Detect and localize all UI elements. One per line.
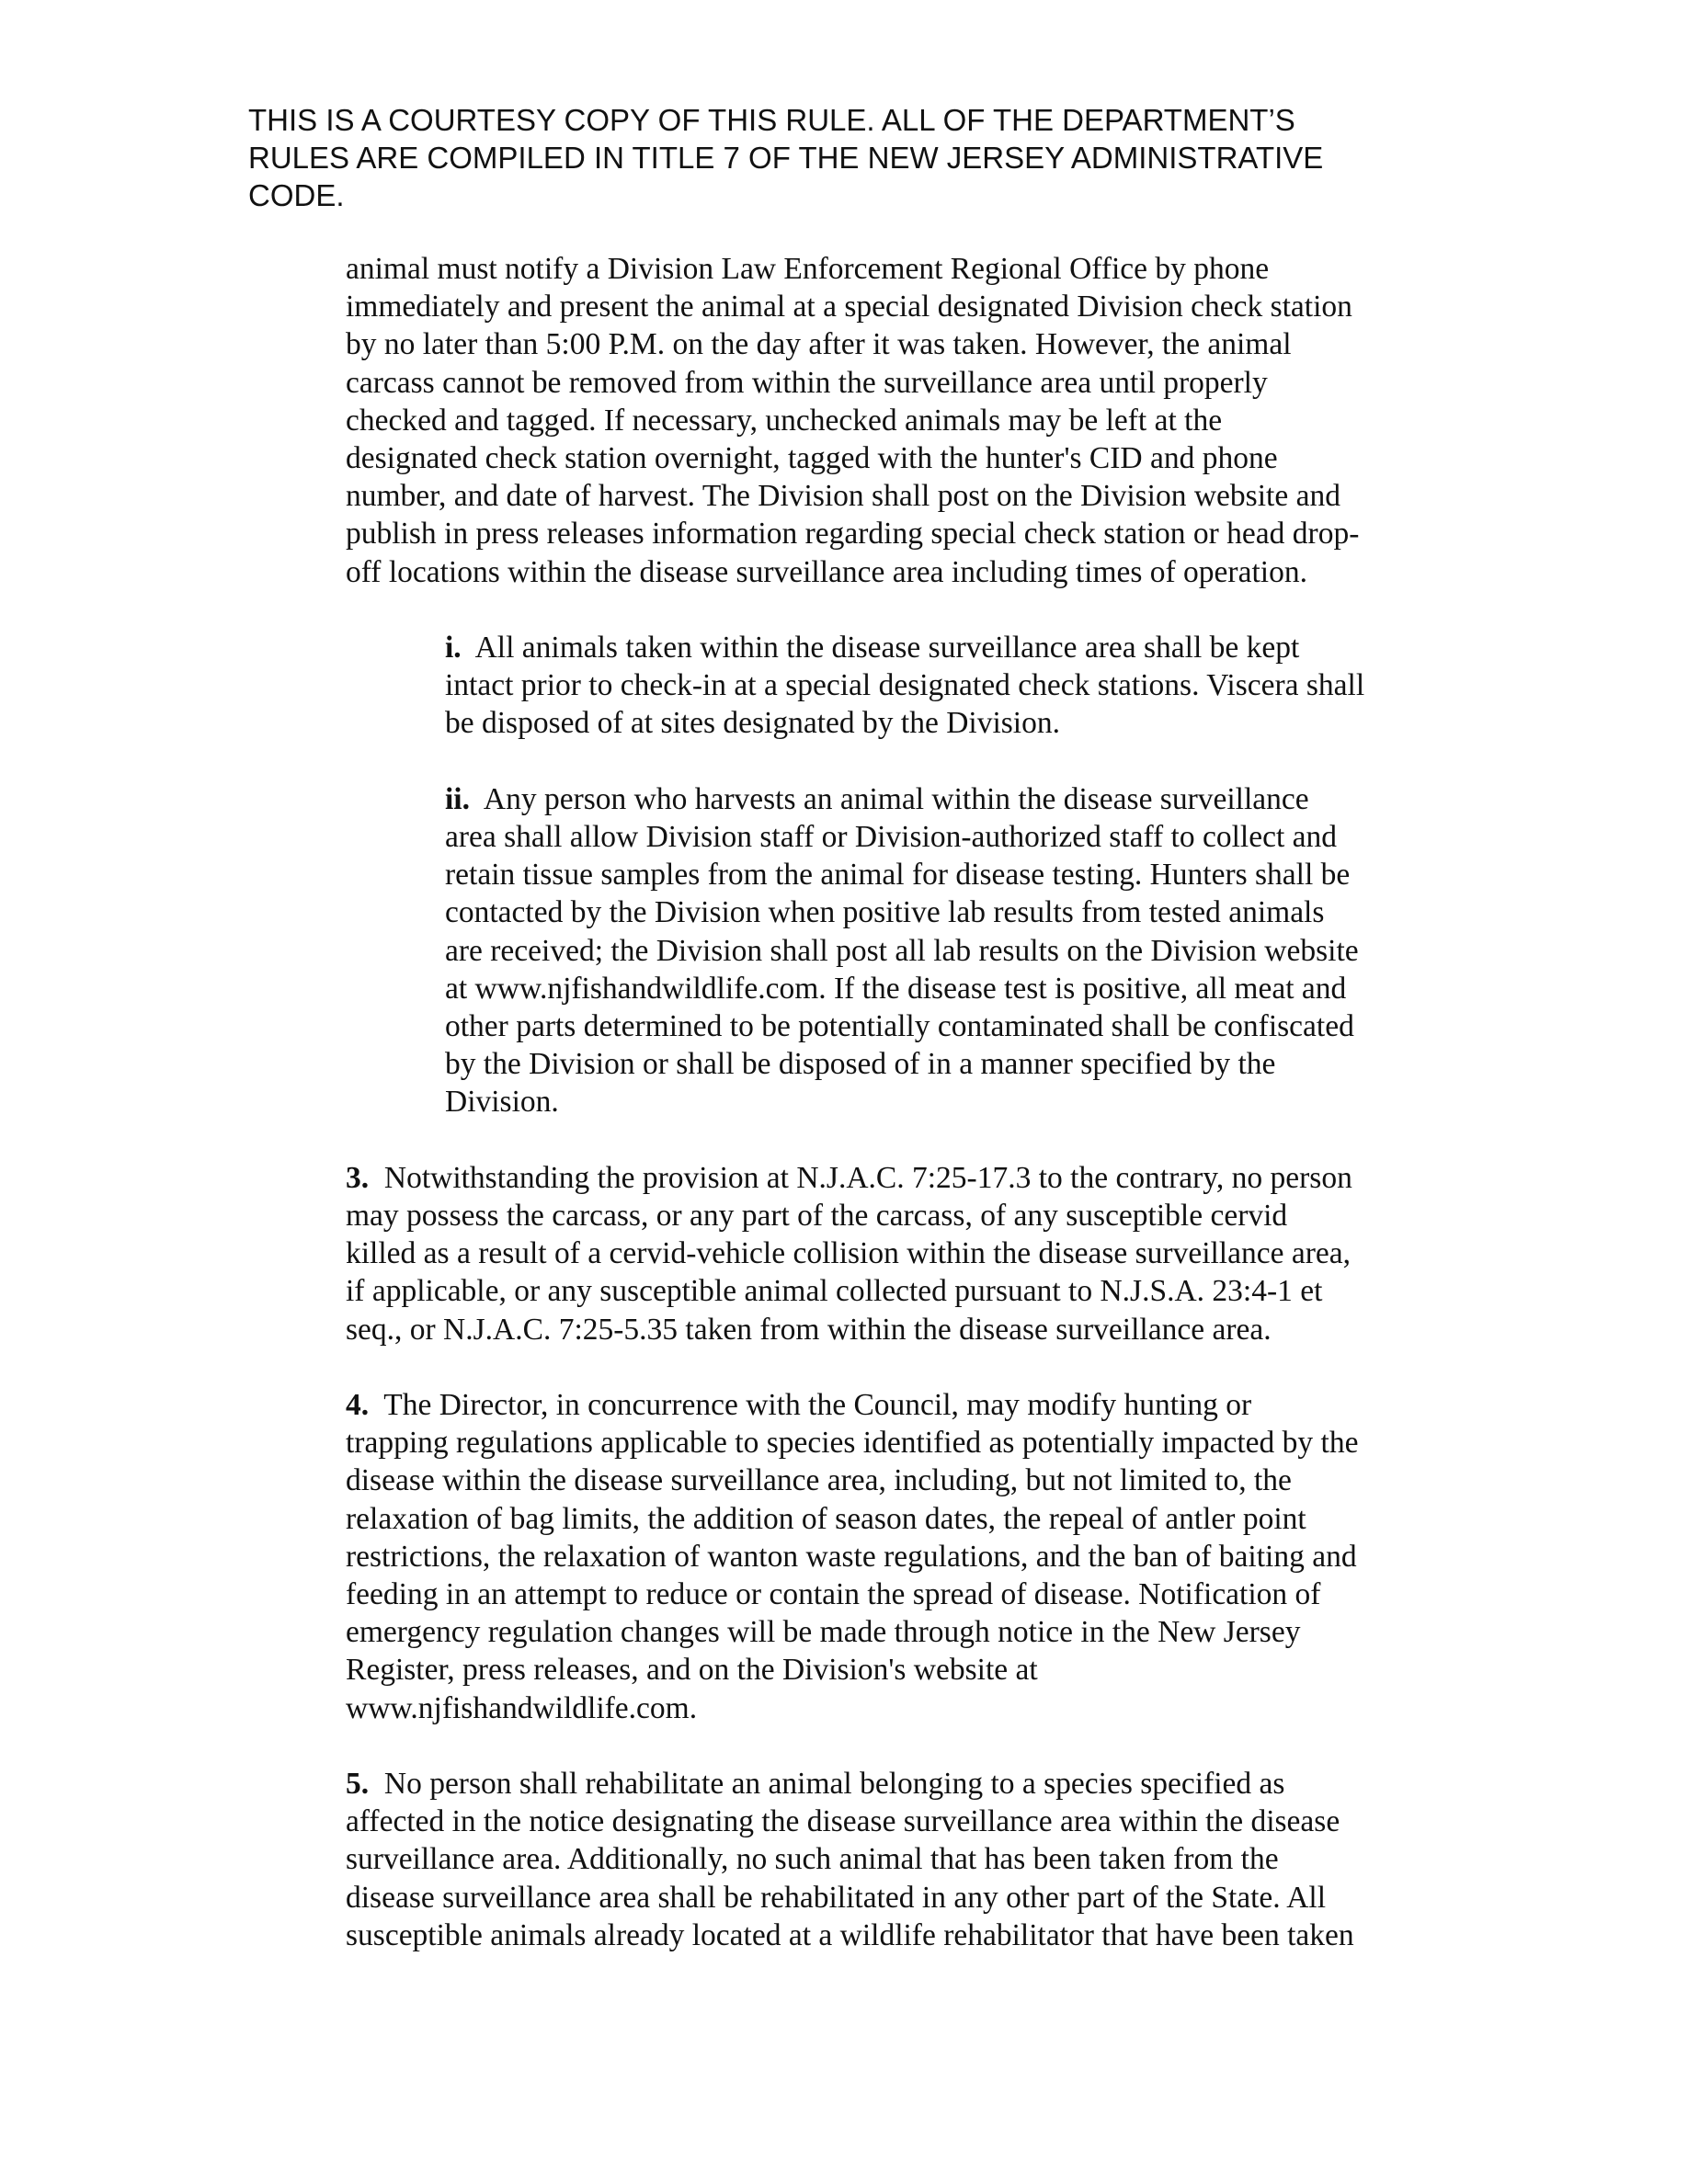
paragraph-4 [346, 1386, 1458, 1727]
text-line: trapping regulations applicable to species identified as potentially impacted by the [346, 1426, 1359, 1461]
text-line: Division. [445, 1085, 559, 1120]
text-line: surveillance area. Additionally, no such animal that has been taken from the [346, 1842, 1279, 1877]
text-line: area shall allow Division staff or Division-authorized staff to collect and [445, 820, 1337, 855]
text-line: if applicable, or any susceptible animal collected pursuant to N.J.S.A. 23:4-1 et [346, 1274, 1323, 1309]
subparagraph-ii [445, 780, 1458, 1121]
header-line: CODE. [248, 178, 345, 212]
text-line: feeding in an attempt to reduce or contain the spread of disease. Notification of [346, 1577, 1321, 1612]
text-line: checked and tagged. If necessary, unchecked animals may be left at the [346, 403, 1223, 438]
text-line: affected in the notice designating the disease surveillance area within the disease [346, 1804, 1340, 1839]
courtesy-copy-header [248, 101, 1443, 214]
text-line: number, and date of harvest. The Division shall post on the Division website and [346, 479, 1340, 514]
text-line [346, 1386, 1458, 1424]
paragraph-number: 3. [346, 1160, 370, 1195]
text-line [445, 629, 1458, 666]
text-line: designated check station overnight, tagged with the hunter's CID and phone [346, 441, 1278, 476]
text-line: intact prior to check-in at a special designated check stations. Viscera shall [445, 668, 1365, 703]
text-line: www.njfishandwildlife.com. [346, 1690, 698, 1725]
text-line: relaxation of bag limits, the addition of season dates, the repeal of antler point [346, 1501, 1306, 1536]
paragraph-number: 4. [346, 1388, 370, 1423]
rule-body [346, 250, 1458, 1992]
header-line: RULES ARE COMPILED IN TITLE 7 OF THE NEW JERSEY ADMINISTRATIVE [248, 141, 1324, 175]
text-line [445, 780, 1458, 818]
text-line [346, 1765, 1458, 1803]
text-line: other parts determined to be potentially contaminated shall be confiscated [445, 1009, 1354, 1044]
text-line: at www.njfishandwildlife.com. If the disease test is positive, all meat and [445, 971, 1347, 1006]
text-line: carcass cannot be removed from within the surveillance area until properly [346, 365, 1268, 400]
text-line: may possess the carcass, or any part of the carcass, of any susceptible cervid [346, 1199, 1288, 1234]
text-line: disease within the disease surveillance area, including, but not limited to, the [346, 1463, 1292, 1498]
text-line: Register, press releases, and on the Division's website at [346, 1653, 1038, 1688]
text-line: off locations within the disease surveillance area including times of operation. [346, 554, 1307, 589]
subparagraph-number: i. [445, 631, 462, 665]
text-line: are received; the Division shall post all lab results on the Division website [445, 933, 1359, 968]
text-line: seq., or N.J.A.C. 7:25-5.35 taken from within the disease surveillance area. [346, 1312, 1272, 1347]
text-line-content: Notwithstanding the provision at N.J.A.C. 7:25-17.3 to the contrary, no person [383, 1160, 1352, 1195]
text-line: animal must notify a Division Law Enforcement Regional Office by phone [346, 252, 1270, 286]
text-line-content: All animals taken within the disease surveillance area shall be kept [474, 631, 1300, 665]
text-line: restrictions, the relaxation of wanton waste regulations, and the ban of baiting and [346, 1539, 1357, 1574]
text-line: be disposed of at sites designated by the Division. [445, 706, 1060, 741]
text-line-content: No person shall rehabilitate an animal belonging to a species specified as [383, 1767, 1285, 1802]
paragraph-5 [346, 1765, 1458, 1954]
subparagraph-number: ii. [445, 781, 470, 816]
text-line: disease surveillance area shall be rehabilitated in any other part of the State. All [346, 1880, 1327, 1915]
paragraph-3 [346, 1159, 1458, 1348]
text-line: by the Division or shall be disposed of in a manner specified by the [445, 1047, 1276, 1082]
text-line: killed as a result of a cervid-vehicle collision within the disease surveillance area, [346, 1236, 1351, 1271]
text-line: contacted by the Division when positive lab results from tested animals [445, 895, 1325, 930]
text-line-content: The Director, in concurrence with the Council, may modify hunting or [383, 1388, 1252, 1423]
text-line-content: Any person who harvests an animal within the disease surveillance [483, 781, 1309, 816]
text-line: retain tissue samples from the animal for disease testing. Hunters shall be [445, 858, 1351, 893]
text-line: immediately and present the animal at a special designated Division check station [346, 290, 1352, 324]
text-line: susceptible animals already located at a wildlife rehabilitator that have been taken [346, 1917, 1354, 1952]
text-line: emergency regulation changes will be made through notice in the New Jersey [346, 1615, 1301, 1650]
text-line: publish in press releases information regarding special check station or head drop- [346, 517, 1360, 552]
subparagraph-i [445, 629, 1458, 743]
header-line: THIS IS A COURTESY COPY OF THIS RULE. ALL OF THE DEPARTMENT’S [248, 103, 1295, 137]
paragraph-number: 5. [346, 1767, 370, 1802]
continuation-paragraph [346, 250, 1458, 591]
text-line: by no later than 5:00 P.M. on the day after it was taken. However, the animal [346, 327, 1292, 362]
text-line [346, 1159, 1458, 1197]
